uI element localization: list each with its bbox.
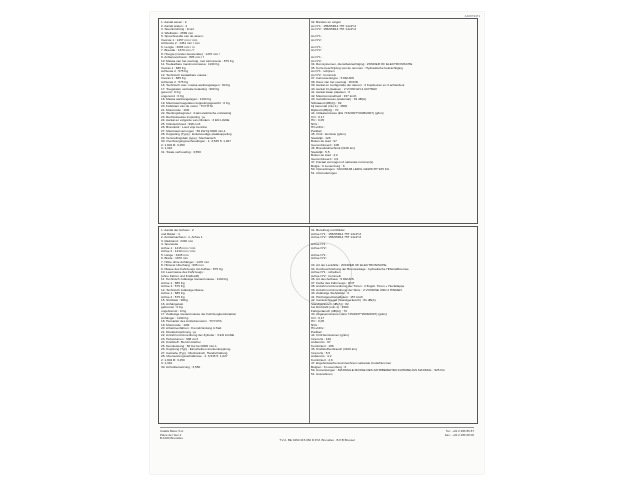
bottom-right-column — [309, 227, 477, 423]
top-left-column — [159, 19, 310, 223]
spec-line: 50. Anmerkungen : MAXIMALE MASSE DES FAHRBEREITEN FAHRZEUGS MAXIMAL : 925 KG — [311, 369, 445, 372]
spec-line: Anhänger : 1190 Kg — [161, 316, 189, 320]
spec-line: 7. Höhe ohne Anhänger : 1470 mm — [161, 260, 210, 264]
spec-line: 3. Stuurinrichting : Front — [161, 28, 195, 31]
spec-line: 36. Art des Aufbaus : 5 DEURS — [311, 278, 354, 281]
spec-line: CO : 0,17 — [311, 115, 325, 119]
spec-line: 5. Länge : 3435 mm — [161, 253, 189, 257]
top-spec-table — [158, 18, 478, 224]
spec-line: 34. Remsystemen, dienstbekrachtiging : ZONDER OF ELECTRONISCHE — [311, 63, 413, 66]
spec-line: 26. Kupplung (Typ) : Einscheiben-trockenkupplung — [161, 348, 231, 351]
footer-line: Tel.: +32 2 286 86 87 — [445, 429, 474, 433]
spec-line: 11. Toelaatbare maximummassa : 1190 Kg — [161, 63, 220, 66]
spec-line: Buiten de stad : 4,2 — [311, 154, 338, 157]
spec-line: Kombiniert : 4,6 — [311, 358, 333, 362]
spec-line: Achterste 2 : 1451 mm / mm — [161, 42, 200, 45]
spec-line: 4. Spurweite — [161, 243, 179, 246]
spec-line: HC : 0,05 — [311, 119, 325, 122]
top-right-lines — [309, 19, 477, 175]
spec-line: 22. Werkingsbeginsel : 4 takt elektrische ontsteking — [161, 112, 232, 115]
spec-line: Belgien : 6 Luxemburg : 6 — [311, 365, 347, 369]
spec-line: 21. Motorcode : 1KR — [161, 108, 190, 112]
spec-line: 20. Fabrikant van de motor : TOYOTA — [161, 105, 213, 108]
footer-divider — [160, 427, 474, 428]
spec-line: Stilstaand (dB(A)) : 82 — [311, 101, 342, 105]
spec-line: 1. Aantal der Achsen : 2 — [161, 229, 194, 232]
spec-line: 17. Zulässige Gesamtmasse der Fahrzeugkombination — [161, 313, 237, 316]
spec-line: CO : 0,17 — [311, 316, 325, 320]
spec-line: 8. Hinterer Überhang : 665 mm — [161, 264, 204, 267]
footer-line: Fax.: +32 2 286 08 00 — [444, 432, 474, 437]
spec-line: Vooras 1 : 685 Kg — [161, 66, 186, 70]
spec-line: 10. Leermasse des Fahrzeugs : — [161, 271, 205, 274]
spec-line: Achse N°2 : — [311, 257, 328, 260]
spec-line: 16. Anhängelast — [161, 302, 184, 306]
footer-line: Catalis Belux S.A. — [160, 429, 185, 433]
spec-line: 37. Carrosserietype : 5 DEURS — [311, 77, 354, 80]
spec-line: As N°1 : — [311, 45, 323, 49]
spec-line: HC+NOx : — [311, 126, 326, 129]
spec-line: Achse N°1 : — [311, 243, 328, 246]
spec-line: As N°1 : schijven — [311, 70, 335, 73]
spec-line: As N°2 : — [311, 59, 323, 63]
spec-line: 15. Stützlast : 90Kg — [161, 299, 188, 302]
spec-line: Gecombineerd : 108 — [311, 143, 340, 147]
spec-line: Achse N°1 : — [311, 253, 328, 257]
spec-line: 2: 1,904 R: 3,250 — [161, 358, 185, 362]
spec-line: und Räder : 4 — [161, 232, 180, 236]
bottom-spec-table — [158, 226, 478, 424]
spec-line: Achteras 2 : 575 Kg — [161, 80, 189, 84]
spec-line: (ohne Fahrer und Kraftstoff) — [161, 274, 200, 278]
spec-line: 2: 1,904 R: 3,250 — [161, 143, 185, 147]
spec-line: Achse 2 : 575 Kg — [161, 295, 185, 299]
spec-line: 9. Masse des Fahrzeugs mit Aufbau : 875 Kg — [161, 267, 223, 271]
spec-line: bij toerental (min-1) : 4500 — [311, 105, 348, 108]
spec-line: 29. Versnellingsbak (type) : Mechanisch — [161, 136, 216, 140]
footer-contact — [445, 430, 474, 437]
top-left-lines — [159, 19, 309, 154]
spec-line: 38. Anzahl und Anordnung der Türen : 2 flügelt. Türen + Heckklappe — [311, 285, 405, 288]
spec-line: 24. Aantal en volgorde van cilinders : 3 EN LIGNE — [161, 119, 230, 122]
spec-line: 38. Kleur van het voertuig : ROOD — [311, 80, 359, 84]
spec-line: Gecombineerd : 4,6 — [311, 157, 339, 161]
spec-line: 23. Rechtstreekse inspuiting : ja — [161, 115, 205, 119]
spec-line: 28. Übersetzungsverhältnisse : 1: 3,545 5: 1,027 — [161, 355, 228, 358]
spec-line: 17. Toegelaten verticale belasting : 900 Kg — [161, 87, 220, 91]
spec-line: Buiten de stad : 97 — [311, 140, 337, 143]
spec-line: NOx : — [311, 122, 319, 126]
bottom-left-lines — [159, 227, 309, 369]
spec-line: 34. Kurzbeschreibung der Bremsanlage : hydraulische Hilfskraftbremse — [311, 267, 409, 271]
spec-line: 1. Aantal assen : 2 — [161, 21, 187, 24]
spec-line: 10. Massa van het voertuig, met carrosserie : 875 Kg — [161, 59, 234, 63]
spec-line: Achse N°2 : trommeln — [311, 274, 342, 278]
spec-line: 31. Bereifung und Räder — [311, 229, 345, 232]
spec-line: Innerorts : 126 — [311, 337, 331, 341]
spec-line: Partikel: — [311, 129, 323, 133]
spec-line: Kombiniert : 108 — [311, 344, 334, 348]
spec-line: gebremst : 0 Kg — [161, 306, 183, 309]
spec-line: As N°1 : 155/65R14 75T 14x4½J — [311, 24, 357, 28]
spec-line: ungebremst : 0 Kg — [161, 309, 187, 313]
spec-line: Achteras 2 : 575 Kg — [161, 70, 189, 73]
spec-line: 45. CO2 - Emissie (g/km) — [311, 133, 346, 136]
spec-line: 41. Aantal staan plaatsen : 0 — [311, 91, 351, 94]
spec-line: As N°2 : 155/65R14 75T 14x4½J — [311, 28, 357, 31]
spec-line: 8. Hoogte (zonder deceleratie) : 1470 mm / — [161, 52, 220, 56]
top-right-column — [309, 19, 477, 223]
spec-line: HC+NOx : — [311, 327, 326, 330]
spec-line: 51. Ausnahmen — [311, 372, 333, 376]
spec-line: 3: 1,310 — [161, 362, 173, 365]
spec-line: Achse 2 : 575 Kg — [161, 285, 185, 288]
footer-company-id: T.V.A. BE 0460.315.060 R.P.M. Bruxelles · B.P.B Brussel — [279, 438, 355, 442]
spec-line: Belgie : 6 Luxemburg : 6 — [311, 164, 345, 168]
spec-line: 4. Wielbasis : 2599 mm — [161, 31, 194, 35]
spec-line: 18. Hersteller des Antriebsmotors : TOYOTA — [161, 320, 222, 323]
spec-line: 37. Farbe des Fahrzeugs : ROT — [311, 281, 355, 285]
spec-line: 42. Maximumsnelheid : 157 km/h — [311, 94, 357, 98]
spec-line: 47. Fiscaal vermogen of nationale nummer(s) — [311, 161, 374, 164]
bottom-right-lines — [309, 227, 477, 376]
footer-line: Place de l'Iser 2 — [160, 432, 182, 437]
spec-line: 18. Massa aanhangwagen : 1190 Kg — [161, 98, 212, 101]
spec-line: 22. Anzahl und Anordnung der Zylinder : 3 EN LIGNE — [161, 334, 235, 337]
spec-line: 23. Hubvolumen : 998 cm3 — [161, 337, 198, 341]
spec-line: 12. Technisch toelaatbare massa : — [161, 73, 208, 77]
spec-line: As N°2 : — [311, 49, 323, 52]
spec-line: Achse N°2 : — [311, 246, 328, 250]
spec-line: As N°1 : — [311, 35, 323, 38]
spec-line: 30. Overbrengingsverhoudingen : 1: 3,545 5: 1,027 — [161, 140, 232, 143]
spec-line: 35. Korte beschrijving van de remmen : Hydraulische bekrachtiging — [311, 66, 403, 70]
spec-line: 44. CO2 Emissionen (g/km) — [311, 334, 349, 337]
spec-line: 51. Uitzonderingen — [311, 171, 337, 175]
spec-line: 43. Geluidsniveau (stationair) : 81 dB(A) — [311, 98, 367, 101]
spec-line: 20. Arbeitsverfahren : Fremdzündung 4-Takt — [161, 327, 222, 330]
spec-line: 19. Motorcode : 1KR — [161, 323, 190, 327]
spec-line: 9. Achteroverbouw : 805 mm / f — [161, 56, 204, 59]
spec-line: 30. Achsübersetzung : 3,550 — [161, 365, 201, 369]
spec-line: HC : 0,05 — [311, 320, 325, 323]
spec-line: Stedelijk : 5,5 — [311, 150, 330, 154]
spec-line: 25. Cilinderinhoud : 998 cm3 — [161, 122, 201, 126]
spec-line: Standgeräusch (dB(A)) : 82 — [311, 302, 349, 306]
spec-line: Außerorts : 97 — [311, 341, 331, 344]
spec-line: 27. Getriebe (Typ) : Mechanisch, Handschaltung — [161, 351, 228, 355]
bottom-left-column — [159, 227, 310, 423]
spec-line: 25. Nennleistung : 50 Kw bei 6000 min-1 — [161, 344, 217, 348]
spec-line: 45. Kraftstoffverbrauch (l/100 km) — [311, 348, 357, 351]
spec-line: Achse 2 : 1410 mm / mm — [161, 250, 196, 253]
spec-line: 46. Brandstofverbruik (l/100 km) — [311, 147, 356, 150]
footer-line: B-1000 Bruxelles — [160, 436, 183, 441]
spec-line: 16. Technisch max. massa aanhangwagen : 90 Kg — [161, 84, 231, 87]
spec-line: 33. Art der Lenkhilfe : ZONDER OF ELECTRONISCHE — [311, 264, 387, 267]
spec-line: 27. Maximaal vermogen : 50 kW bij 6000 min-1 — [161, 129, 226, 133]
spec-line: 32. Banden en velgen — [311, 21, 342, 24]
spec-line: As N°2 : — [311, 38, 323, 42]
spec-line: 2. Antriebsachsen : 1, Achse 1 — [161, 236, 203, 239]
spec-line: Rijdend (dB(A)) : 70 — [311, 108, 339, 112]
document-reference: A10073471 — [464, 14, 480, 18]
spec-line: Partikel: — [311, 330, 323, 334]
spec-line: As N°2 : trommels — [311, 73, 336, 77]
spec-line: Vooras 1 : 685 Kg — [161, 77, 186, 80]
spec-line: geremd : 0 Kg — [161, 91, 181, 94]
spec-line: 6. Breite : 1670 mm — [161, 257, 188, 260]
spec-line: 24. Kraftstoff : Benzin bleifrei — [161, 341, 201, 344]
spec-line: 39. Anzahl und Anordnung der Sitze : 2 VOORNE UND 2 HINDEN — [311, 288, 402, 292]
spec-line: 28. Koppeling (Type) : Enkelvoudige plaatkoppeling — [161, 133, 232, 136]
spec-line: 12. Technisch zulässige Masse — [161, 288, 204, 292]
spec-line: Innerorts : 5,5 — [311, 351, 331, 355]
spec-line: 2. Aantal wielen : 4 — [161, 24, 187, 28]
spec-line: 39. Aantal en configuratie der deuren : 2 Kopdeuren en 2 achterdeur — [311, 84, 405, 87]
spec-line: 31. Totale verhouding : 3,550 — [161, 150, 201, 154]
spec-line: 47. Ergebniswerbe kennzeichnen nationale Code/Nummer — [311, 362, 392, 365]
spec-line: As N°1 : — [311, 56, 323, 59]
spec-line: 42. Geräuschpegel (Standgeräusch) : 81 dB(A) — [311, 299, 376, 302]
spec-line: 19. Maximaal toegelaten koppelingsgewicht : 0 Kg — [161, 101, 230, 105]
spec-line: Außerorts : 4,2 — [311, 355, 332, 358]
spec-line: Stedelijk : 126 — [311, 136, 331, 140]
document-page — [150, 12, 484, 474]
spec-line: 11. Technisch zulässige Gesamtmasse : 1190 Kg — [161, 278, 229, 281]
spec-line: NOx : — [311, 323, 319, 327]
spec-line: 43. Abgasemissionen (EG 715/2007*2008/2007) (g/km) — [311, 313, 388, 316]
spec-line: Achse N°2 : 155/65R14 75T 14x4½J — [311, 236, 362, 239]
spec-line: bei Drehzahl (min-1) : 4500 — [311, 306, 349, 309]
spec-line: 3. Radstand : 2340 mm — [161, 239, 194, 243]
spec-line: Achse 1 : 685 Kg — [161, 292, 185, 295]
spec-line: Voorste 1 : 1457 mm / mm — [161, 38, 198, 42]
spec-line: 21. Direkteinspritzung : ja — [161, 330, 196, 334]
spec-line: Achse 1 : 1415 mm / mm — [161, 246, 196, 250]
spec-line: 6. Lengte : 3695 mm / m — [161, 45, 195, 49]
spec-line: 7. Breedte : 1670 mm / f — [161, 49, 195, 52]
spec-line: Achse N°1 : 155/65R14 75T 14x4½J — [311, 232, 362, 236]
spec-line: 3: 1,310 — [161, 147, 173, 150]
spec-line: 41. Höchstgeschwindigkeit : 157 km/h — [311, 295, 363, 299]
spec-line: 40. Aantal zit plaatsen : 2 VOOR EN 2 ACHTER — [311, 87, 377, 91]
spec-line: ongeremd : 0 Kg — [161, 94, 184, 98]
spec-line: 5. Spoorbreedte van de assen : — [161, 35, 205, 38]
spec-line: 50. Opmerkingen : MAXIMUM LEDIG GEWICHT 925 KG — [311, 168, 390, 171]
spec-line: Achse 1 : 685 Kg — [161, 281, 185, 285]
spec-line: Achse N°1 : scheiben — [311, 271, 341, 274]
spec-line: 40. Zulässige Stehplätze : 0 — [311, 292, 350, 295]
spec-line: 44. Uitlaatemissies (EG 715/2007*2008/2007) (g/km) — [311, 112, 384, 115]
spec-line: Fahrgeräusch (dB(A)) : 70 — [311, 309, 347, 313]
spec-line: 26. Brandstof : Lood vrije benzine — [161, 126, 208, 129]
